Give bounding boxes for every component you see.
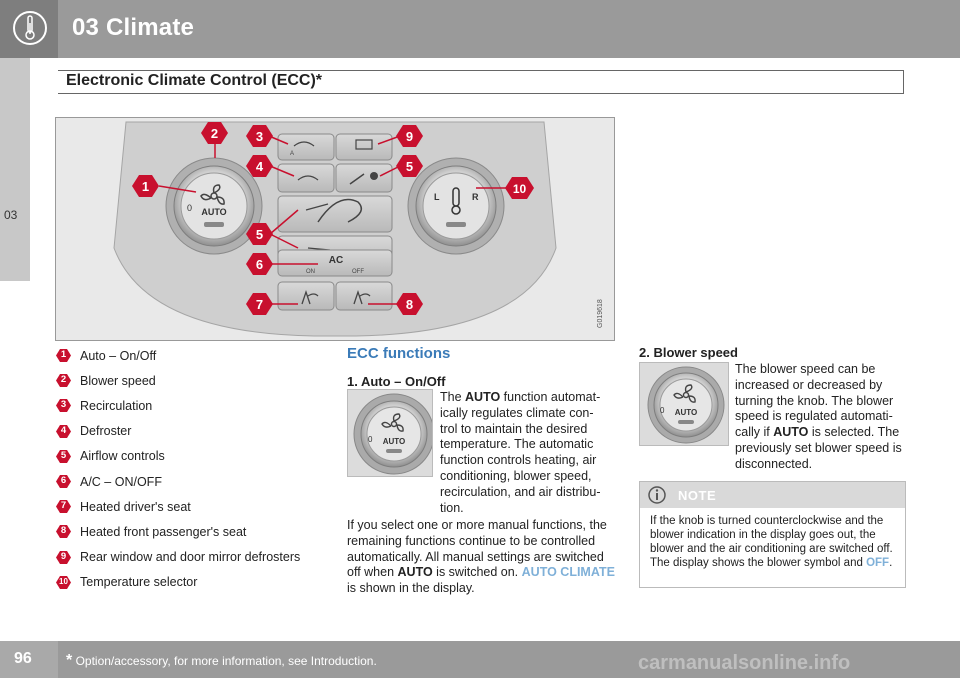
ecc-panel-drawing [56, 118, 614, 340]
svg-text:9: 9 [405, 129, 414, 144]
recirc-a-label: A [290, 151, 295, 157]
chapter-title: 03 Climate [72, 14, 195, 41]
legend-label: A/C – ON/OFF [80, 474, 162, 489]
svg-text:2: 2 [210, 126, 219, 141]
legend-label: Defroster [80, 424, 132, 439]
legend-label: Blower speed [80, 373, 156, 388]
legend-item [56, 419, 331, 444]
page-number: 96 [14, 650, 32, 667]
callout-hex-icon: 2 [56, 373, 71, 388]
legend-label: Airflow controls [80, 449, 165, 464]
auto-knob-image [347, 389, 433, 477]
thermometer-icon [12, 9, 48, 47]
blower-speed-heading: 2. Blower speed [639, 345, 738, 360]
callout-hex-icon: 5 [56, 449, 71, 464]
zero-label: 0 [187, 203, 193, 213]
svg-text:8: 8 [405, 297, 414, 312]
callout-hex-icon: 1 [56, 348, 71, 363]
page-header [0, 0, 960, 58]
temperature-knob [405, 158, 504, 254]
zero-label: 0 [660, 406, 665, 415]
section-title: Electronic Climate Control (ECC)* [66, 72, 323, 89]
svg-text:5: 5 [405, 159, 414, 174]
chapter-tab[interactable] [0, 58, 30, 281]
legend-item [56, 494, 331, 519]
ecc-panel-illustration [55, 117, 615, 341]
legend-label: Heated front passenger's seat [80, 524, 247, 539]
legend-label: Recirculation [80, 398, 153, 413]
blower-knob [166, 158, 262, 254]
chapter-tab-label: 03 [4, 208, 18, 222]
svg-text:6: 6 [255, 257, 264, 272]
svg-text:7: 7 [255, 297, 264, 312]
ac-label: AC [328, 255, 344, 266]
callout-hex-icon: 9 [56, 550, 71, 565]
callout-hex-icon: 7 [56, 499, 71, 514]
image-code: G019618 [597, 299, 604, 328]
legend-label: Rear window and door mirror defrosters [80, 550, 301, 565]
ac-on-label: ON [306, 269, 315, 275]
auto-onoff-heading: 1. Auto – On/Off [347, 374, 446, 389]
callout-hex-icon: 10 [56, 575, 71, 590]
legend-item [56, 343, 331, 368]
page-number-box [0, 641, 58, 678]
auto-paragraph-1: The AUTO function automat-ically regulates climate con-trol to maintain the desired temperature. The automatic function controls heating, air conditioning, blower speed, recirculation, and air distribu-tion. [440, 390, 601, 515]
ecc-functions-heading: ECC functions [347, 345, 451, 362]
svg-text:3: 3 [255, 129, 264, 144]
watermark: carmanualsonline.info [638, 652, 851, 674]
legend-item [56, 469, 331, 494]
legend-item [56, 368, 331, 393]
svg-text:4: 4 [255, 159, 264, 174]
callout-legend [56, 343, 331, 595]
svg-text:1: 1 [141, 179, 150, 194]
auto-label: AUTO [674, 408, 698, 417]
legend-item [56, 519, 331, 544]
callout-hex-icon: 3 [56, 398, 71, 413]
section-title-bar [58, 70, 904, 94]
left-temp-label: L [434, 192, 440, 202]
ac-off-label: OFF [352, 269, 364, 275]
note-header [640, 482, 905, 508]
chapter-badge [0, 0, 58, 58]
callout-hex-icon: 6 [56, 474, 71, 489]
callout-hex-icon: 4 [56, 424, 71, 439]
svg-text:5: 5 [255, 227, 264, 242]
auto-paragraph-2: If you select one or more manual functions, the remaining functions continue to be controlled automatically. All manual settings are switched off when AUTO is switched on. AUTO CLIMATE is shown in the display. [347, 518, 615, 596]
auto-label: AUTO [201, 207, 227, 217]
legend-item [56, 570, 331, 595]
legend-item [56, 444, 331, 469]
note-text: If the knob is turned counterclockwise and the blower indication in the display goes out, the blower and the air conditioning are switched off. The display shows the blower symbol and OFF. [650, 515, 893, 569]
legend-label: Auto – On/Off [80, 348, 157, 363]
blower-paragraph: The blower speed can be increased or decreased by turning the knob. The blower speed is regulated automati-cally if AUTO is selected. The previously set blower speed is disconnected. [735, 362, 902, 471]
note-title: NOTE [678, 488, 717, 503]
legend-item [56, 393, 331, 418]
legend-item [56, 545, 331, 570]
legend-label: Heated driver's seat [80, 499, 191, 514]
note-box [639, 481, 906, 588]
footnote: * Option/accessory, for more information, see Introduction. [66, 652, 377, 669]
callout-hex-icon: 8 [56, 524, 71, 539]
info-icon [646, 486, 668, 504]
auto-label: AUTO [382, 437, 406, 446]
right-temp-label: R [472, 192, 479, 202]
svg-text:10: 10 [512, 182, 527, 196]
blower-knob-image [639, 362, 729, 446]
legend-label: Temperature selector [80, 575, 198, 590]
zero-label: 0 [368, 435, 373, 444]
